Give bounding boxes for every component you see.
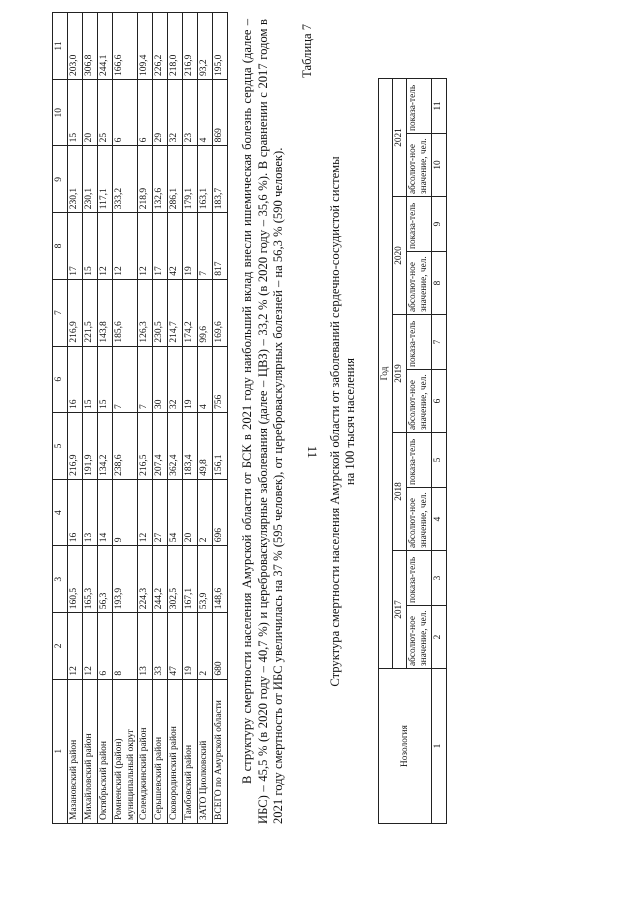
body-paragraph: В структуру смертности населения Амурской области от БСК в 2021 году наибольший вклад внесли ишемическая болезнь сердца (далее – ИБС) – 45,5 % (в 2020 году – 40,7 %) и цереброваскулярные заболевания (далее – ЦВЗ) – 33,2 % (в 2020 году – 35,6 %). В сравнении с 2017 годом в 2021 году смертность от ИБС увеличилась на 37 % (595 человек), от цереброваскулярных болезней – на 56,3 % (590 человек). [240, 19, 285, 824]
column-index-cell: 4 [432, 488, 447, 551]
value-cell: 302,5 [168, 546, 183, 613]
value-cell: 286,1 [168, 146, 183, 213]
value-cell: 7 [138, 346, 153, 412]
column-index-cell: 5 [53, 412, 68, 479]
value-cell: 27 [153, 479, 168, 545]
value-cell: 167,1 [183, 546, 198, 613]
column-index-cell: 6 [53, 346, 68, 412]
value-cell: 30 [153, 346, 168, 412]
value-cell: 7 [198, 213, 213, 279]
district-name-cell: Тамбовский район [183, 679, 198, 823]
column-index-cell: 1 [432, 669, 447, 824]
value-cell: 15 [68, 80, 83, 146]
value-cell: 13 [138, 613, 153, 679]
column-index-cell: 4 [53, 479, 68, 545]
table-row [138, 13, 153, 824]
value-cell: 12 [83, 613, 98, 679]
nosology-header: Нозология [379, 669, 432, 824]
value-cell: 165,3 [83, 546, 98, 613]
value-cell: 224,3 [138, 546, 153, 613]
value-cell: 166,6 [113, 13, 138, 80]
column-index-cell: 9 [53, 146, 68, 213]
value-cell: 33 [153, 613, 168, 679]
year-header: 2019 [393, 315, 407, 433]
year-header: 2020 [393, 197, 407, 315]
value-cell: 193,9 [113, 546, 138, 613]
rate-header: показа-тель [407, 433, 432, 488]
value-cell: 195,0 [213, 13, 228, 80]
value-cell: 6 [98, 613, 113, 679]
district-name-cell: Ромненский (район) муниципальный округ [113, 679, 138, 823]
column-index-cell: 8 [53, 213, 68, 279]
table-title-line: Структура смертности населения Амурской области от заболеваний сердечно-сосудистой системы [328, 156, 342, 687]
value-cell: 179,1 [183, 146, 198, 213]
table-title [328, 19, 358, 824]
value-cell: 216,9 [183, 13, 198, 80]
district-name-cell: Октябрьский район [98, 679, 113, 823]
rotated-page-content [40, 12, 600, 892]
column-index-cell: 8 [432, 252, 447, 315]
absolute-value-header: абсолют-ное значение, чел. [407, 370, 432, 433]
value-cell: 132,6 [153, 146, 168, 213]
column-index-cell: 10 [432, 134, 447, 197]
value-cell: 306,8 [83, 13, 98, 80]
value-cell: 169,6 [213, 279, 228, 346]
column-index-cell: 2 [53, 613, 68, 679]
value-cell: 680 [213, 613, 228, 679]
value-cell: 8 [113, 613, 138, 679]
column-index-cell: 7 [432, 315, 447, 370]
page-number: 11 [305, 445, 320, 459]
value-cell: 333,2 [113, 146, 138, 213]
value-cell: 218,0 [168, 13, 183, 80]
value-cell: 216,9 [68, 412, 83, 479]
value-cell: 42 [168, 213, 183, 279]
table-row [113, 13, 138, 824]
value-cell: 143,8 [98, 279, 113, 346]
value-cell: 56,3 [98, 546, 113, 613]
value-cell: 9 [113, 479, 138, 545]
value-cell: 134,2 [98, 412, 113, 479]
value-cell: 230,5 [153, 279, 168, 346]
value-cell: 756 [213, 346, 228, 412]
rate-header: показа-тель [407, 551, 432, 606]
value-cell: 15 [83, 346, 98, 412]
year-header: 2017 [393, 551, 407, 669]
value-cell: 2 [198, 479, 213, 545]
value-cell: 47 [168, 613, 183, 679]
value-cell: 183,4 [183, 412, 198, 479]
column-index-cell: 2 [432, 606, 447, 669]
year-header: 2018 [393, 433, 407, 551]
column-index-cell: 3 [432, 551, 447, 606]
value-cell: 214,7 [168, 279, 183, 346]
column-index-row [432, 79, 447, 824]
table-header-row [53, 13, 68, 824]
year-header: 2021 [393, 79, 407, 197]
column-index-cell: 9 [432, 197, 447, 252]
table-row [83, 13, 98, 824]
value-cell: 183,7 [213, 146, 228, 213]
value-cell: 12 [113, 213, 138, 279]
column-index-cell: 11 [432, 79, 447, 134]
value-cell: 19 [183, 613, 198, 679]
absolute-value-header: абсолют-ное значение, чел. [407, 488, 432, 551]
rate-header: показа-тель [407, 197, 432, 252]
value-cell: 117,1 [98, 146, 113, 213]
value-cell: 6 [113, 80, 138, 146]
value-cell: 99,6 [198, 279, 213, 346]
value-cell: 20 [83, 80, 98, 146]
absolute-value-header: абсолют-ное значение, чел. [407, 252, 432, 315]
value-cell: 12 [68, 613, 83, 679]
column-index-cell: 6 [432, 370, 447, 433]
value-cell: 244,1 [98, 13, 113, 80]
rate-header: показа-тель [407, 79, 432, 134]
table-title-line: на 100 тысяч населения [343, 357, 357, 486]
value-cell: 869 [213, 80, 228, 146]
year-group-header: Год [379, 79, 393, 669]
value-cell: 53,9 [198, 546, 213, 613]
value-cell: 19 [183, 346, 198, 412]
value-cell: 2 [198, 613, 213, 679]
table-row [168, 13, 183, 824]
value-cell: 4 [198, 346, 213, 412]
value-cell: 25 [98, 80, 113, 146]
cardiovascular-structure-table [378, 78, 447, 824]
value-cell: 16 [68, 346, 83, 412]
value-cell: 15 [98, 346, 113, 412]
district-name-cell: Серышевский район [153, 679, 168, 823]
value-cell: 696 [213, 479, 228, 545]
table-row [68, 13, 83, 824]
absolute-value-header: абсолют-ное значение, чел. [407, 606, 432, 669]
value-cell: 203,0 [68, 13, 83, 80]
column-index-cell: 1 [53, 679, 68, 823]
value-cell: 230,1 [68, 146, 83, 213]
value-cell: 32 [168, 80, 183, 146]
value-cell: 191,9 [83, 412, 98, 479]
value-cell: 17 [68, 213, 83, 279]
value-cell: 4 [198, 80, 213, 146]
column-index-cell: 11 [53, 13, 68, 80]
value-cell: 93,2 [198, 13, 213, 80]
value-cell: 160,5 [68, 546, 83, 613]
value-cell: 12 [138, 479, 153, 545]
table-caption: Таблица 7 [300, 24, 314, 78]
value-cell: 817 [213, 213, 228, 279]
value-cell: 13 [83, 479, 98, 545]
value-cell: 49,8 [198, 412, 213, 479]
table-row [213, 13, 228, 824]
table-row [183, 13, 198, 824]
district-name-cell: Михайловский район [83, 679, 98, 823]
value-cell: 221,5 [83, 279, 98, 346]
value-cell: 20 [183, 479, 198, 545]
value-cell: 362,4 [168, 412, 183, 479]
value-cell: 148,6 [213, 546, 228, 613]
value-cell: 17 [153, 213, 168, 279]
value-cell: 23 [183, 80, 198, 146]
value-cell: 156,1 [213, 412, 228, 479]
value-cell: 226,2 [153, 13, 168, 80]
district-mortality-table [52, 12, 228, 824]
value-cell: 216,9 [68, 279, 83, 346]
absolute-value-header: абсолют-ное значение, чел. [407, 134, 432, 197]
value-cell: 244,2 [153, 546, 168, 613]
district-name-cell: Сковородинский район [168, 679, 183, 823]
value-cell: 54 [168, 479, 183, 545]
district-name-cell: Мазановский район [68, 679, 83, 823]
column-index-cell: 7 [53, 279, 68, 346]
value-cell: 126,3 [138, 279, 153, 346]
value-cell: 7 [113, 346, 138, 412]
value-cell: 12 [138, 213, 153, 279]
district-name-cell: Селемджинский район [138, 679, 153, 823]
value-cell: 12 [98, 213, 113, 279]
value-cell: 238,6 [113, 412, 138, 479]
value-cell: 163,1 [198, 146, 213, 213]
value-cell: 216,5 [138, 412, 153, 479]
value-cell: 29 [153, 80, 168, 146]
rate-header: показа-тель [407, 315, 432, 370]
table-row [153, 13, 168, 824]
table-row [98, 13, 113, 824]
value-cell: 6 [138, 80, 153, 146]
district-name-cell: ЗАТО Циолковский [198, 679, 213, 823]
table-row [198, 13, 213, 824]
value-cell: 109,4 [138, 13, 153, 80]
value-cell: 207,4 [153, 412, 168, 479]
value-cell: 14 [98, 479, 113, 545]
column-index-cell: 3 [53, 546, 68, 613]
value-cell: 174,2 [183, 279, 198, 346]
value-cell: 16 [68, 479, 83, 545]
value-cell: 185,6 [113, 279, 138, 346]
value-cell: 218,9 [138, 146, 153, 213]
value-cell: 19 [183, 213, 198, 279]
value-cell: 15 [83, 213, 98, 279]
value-cell: 32 [168, 346, 183, 412]
column-index-cell: 5 [432, 433, 447, 488]
column-index-cell: 10 [53, 80, 68, 146]
district-name-cell: ВСЕГО по Амурской области [213, 679, 228, 823]
value-cell: 230,1 [83, 146, 98, 213]
